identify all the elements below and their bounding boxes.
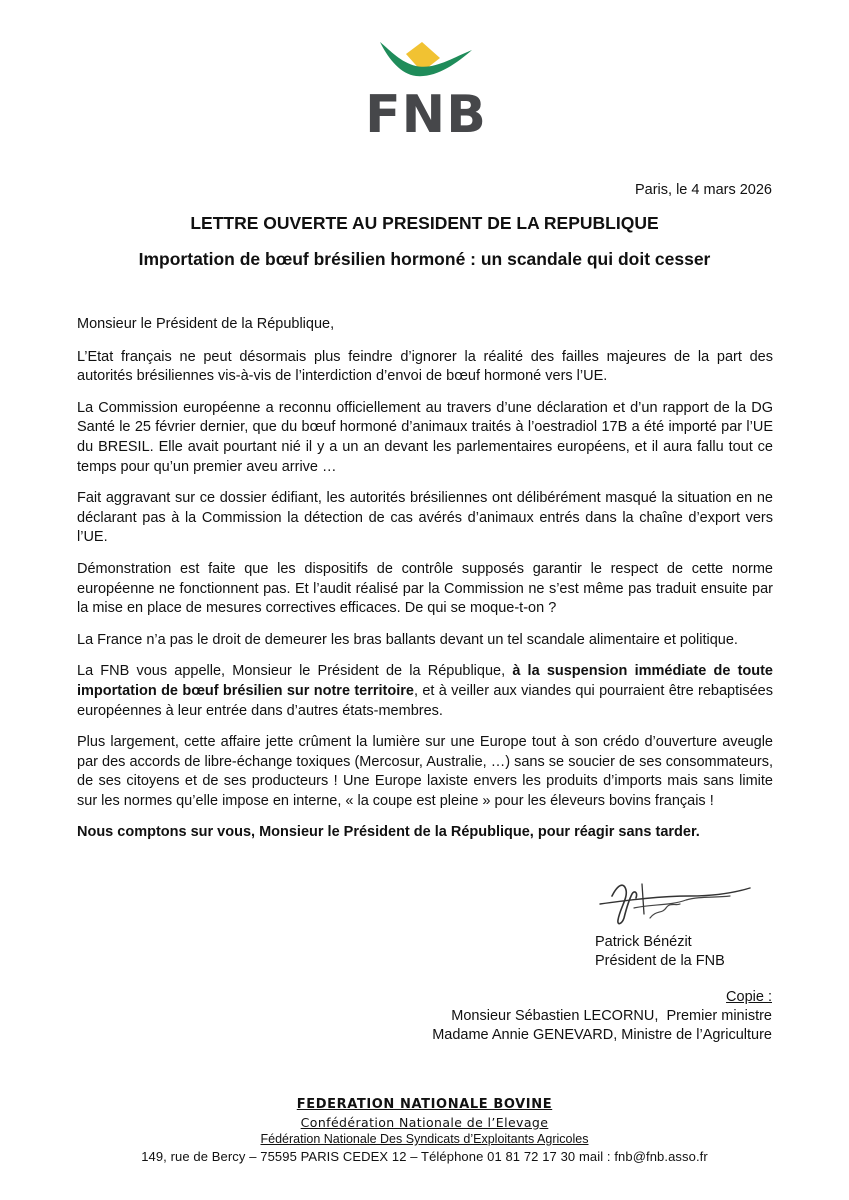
- greeting: Monsieur le Président de la République,: [77, 316, 335, 332]
- letter-footer: [0, 1097, 849, 1164]
- paragraph-1: L’Etat français ne peut désormais plus feindre d’ignorer la réalité des failles majeures de la part des autorités brésiliennes vis-à-vis de l’interdiction d’envoi de bœuf hormoné vers l’UE.: [77, 348, 773, 385]
- appeal-intro: La FNB vous appelle, Monsieur le Président de la République,: [77, 663, 513, 680]
- paragraph-2: La Commission européenne a reconnu officiellement au travers d’une déclaration et d’un rapport de la DG Santé le 25 février dernier, que du bœuf hormoné d’animaux traités à l’oestradiol 17B a été importé par l’UE du BRESIL. Elle avait pourtant nié il y a un an devant les parlementaires européens, et il aura fallu tout ce temps pour qu’un premier aveu arrive …: [77, 399, 773, 475]
- paragraph-appeal: [77, 662, 773, 721]
- letter-title: LETTRE OUVERTE AU PRESIDENT DE LA REPUBLIQUE: [190, 213, 659, 233]
- copy-recipient-2: Madame Annie GENEVARD, Ministre de l’Agriculture: [432, 1027, 772, 1043]
- footer-federation: Fédération Nationale Des Syndicats d’Exploitants Agricoles: [260, 1132, 589, 1146]
- copy-recipient-1: Monsieur Sébastien LECORNU, Premier ministre: [451, 1008, 772, 1024]
- signer-role: Président de la FNB: [595, 953, 725, 969]
- letter-body: [77, 315, 773, 855]
- footer-address: 149, rue de Bercy – 75595 PARIS CEDEX 12 – Téléphone 01 81 72 17 30 mail : fnb@fnb.asso.fr: [141, 1149, 708, 1164]
- copy-block: [432, 988, 772, 1045]
- letter-date: Paris, le 4 mars 2026: [634, 182, 772, 198]
- footer-org: FEDERATION NATIONALE BOVINE: [296, 1097, 553, 1112]
- signer-block: [595, 933, 725, 971]
- appeal-end: , et à veiller aux viandes qui pourraient être rebaptisées européennes à leur entrée dans d’autres états-membres.: [77, 682, 773, 719]
- footer-confederation: Confédération Nationale de l’Elevage: [300, 1115, 549, 1130]
- copy-label: Copie :: [726, 989, 772, 1005]
- closing-text: Nous comptons sur vous, Monsieur le Président de la République, pour réagir sans tarder.: [77, 824, 700, 841]
- fnb-logo: [356, 36, 496, 136]
- closing-line: [77, 823, 773, 843]
- signer-name: Patrick Bénézit: [595, 934, 692, 950]
- paragraph-5: La France n’a pas le droit de demeurer les bras ballants devant un tel scandale alimentaire et politique.: [77, 631, 738, 648]
- logo-text: FNB: [365, 85, 487, 136]
- handwritten-signature: [590, 874, 765, 934]
- appeal-demand: à la suspension immédiate de toute importation de bœuf brésilien sur notre territoire: [77, 663, 774, 699]
- letter-subtitle: Importation de bœuf brésilien hormoné : un scandale qui doit cesser: [138, 249, 711, 269]
- paragraph-4: Démonstration est faite que les dispositifs de contrôle supposés garantir le respect de cette norme européenne ne fonctionnent pas. Et l’audit réalisé par la Commission ne s’est même pas traduit ensuite par la mise en place de mesures correctives efficaces. De qui se moque-t-on ?: [77, 560, 773, 617]
- paragraph-europe: Plus largement, cette affaire jette crûment la lumière sur une Europe tout à son crédo d’ouverture aveugle par des accords de libre-échange toxiques (Mercosur, Australie, …) sans se soucier de ses consommateurs, de ses citoyens et de ses producteurs ! Une Europe laxiste envers les produits d’imports mais sans limite sur les normes qu’elle impose en interne, « la coupe est pleine » pour les éleveurs bovins français !: [77, 734, 773, 809]
- paragraph-3: Fait aggravant sur ce dossier édifiant, les autorités brésiliennes ont délibérément masqué la situation en ne déclarant pas à la Commission la détection de cas avérés d’animaux entrés dans la chaîne d’export vers l’UE.: [77, 490, 773, 546]
